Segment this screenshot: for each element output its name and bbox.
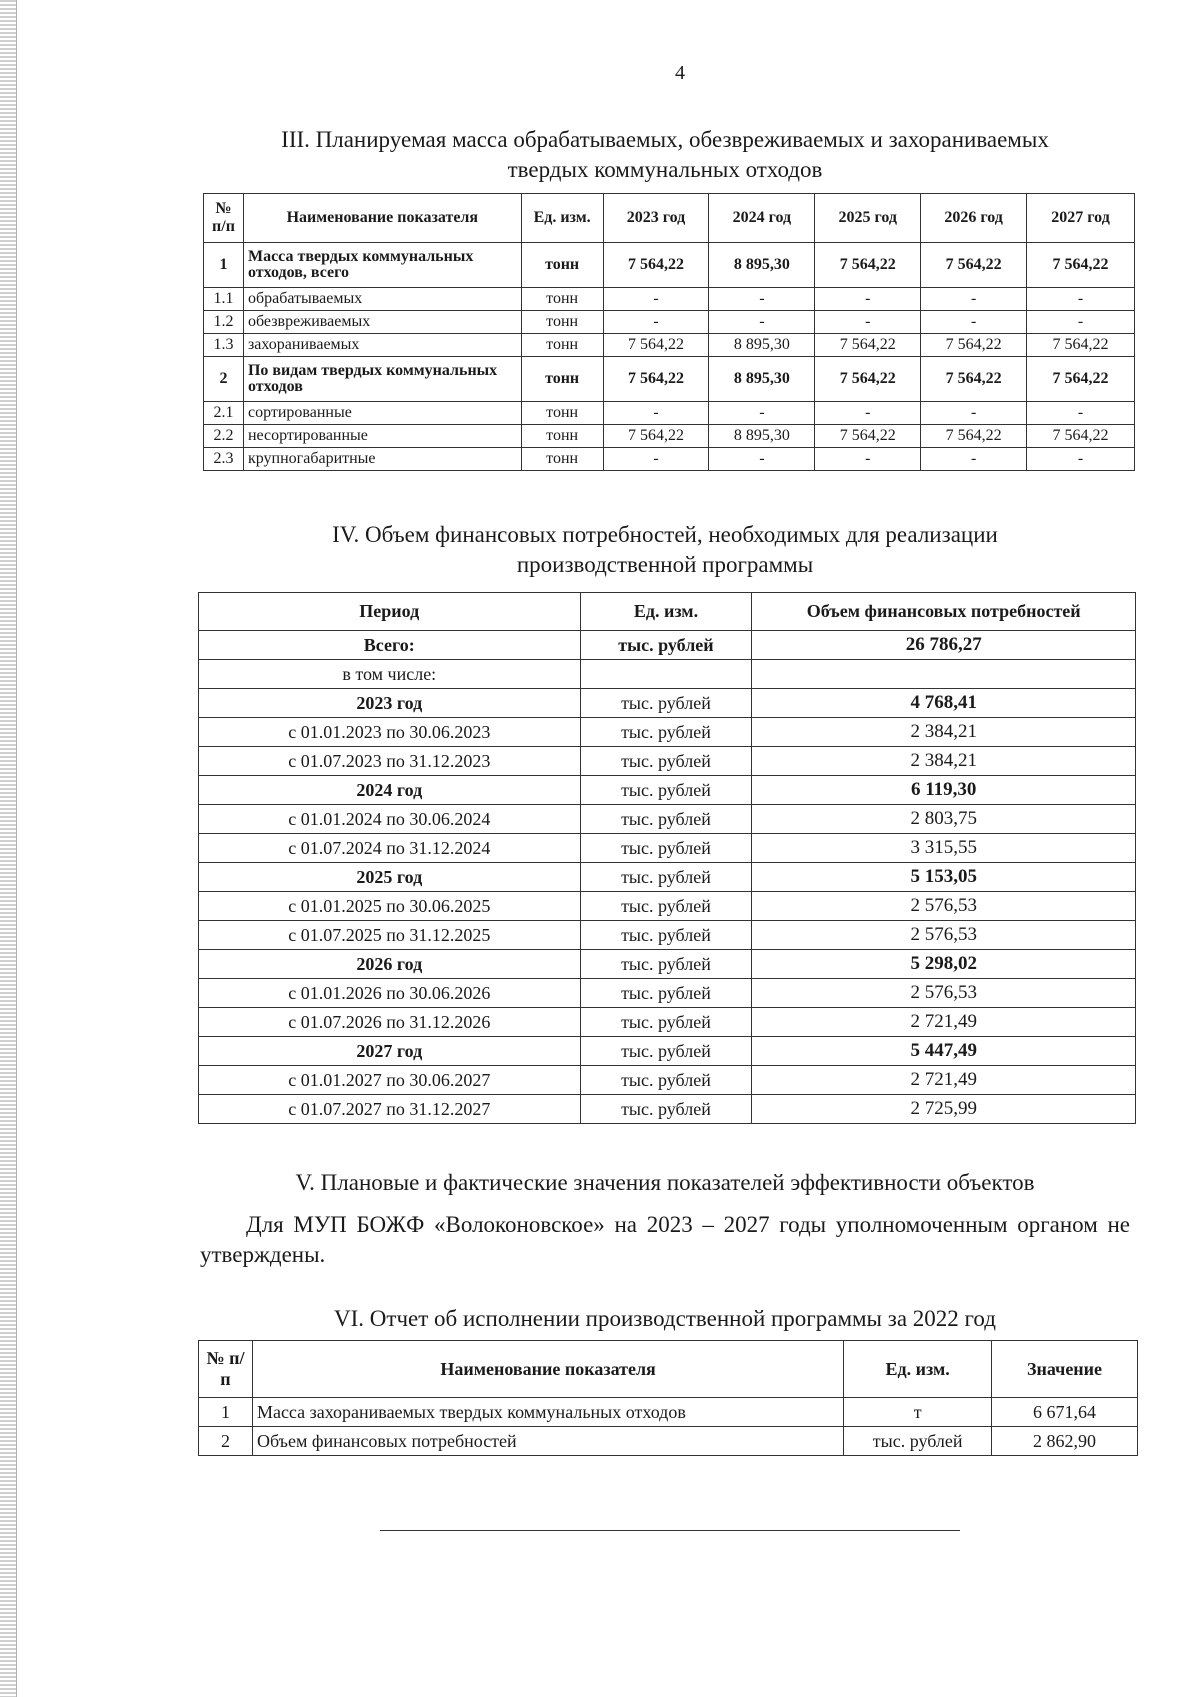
empty-cell (752, 660, 1136, 689)
header-period: Период (199, 593, 581, 631)
row-unit: тыс. рублей (580, 921, 752, 950)
scan-edge (0, 0, 16, 1697)
row-value-2025: 7 564,22 (815, 334, 921, 357)
row-unit: тыс. рублей (580, 1066, 752, 1095)
row-unit: тыс. рублей (844, 1427, 992, 1456)
row-value: 2 384,21 (752, 718, 1136, 747)
row-num: 2 (199, 1427, 253, 1456)
table-row (199, 1008, 1136, 1037)
row-period: с 01.07.2024 по 31.12.2024 (199, 834, 581, 863)
row-num: 2.3 (204, 448, 244, 471)
row-value-2026: 7 564,22 (921, 357, 1027, 402)
row-value-2026: 7 564,22 (921, 425, 1027, 448)
row-value-2026: - (921, 402, 1027, 425)
table-row (204, 311, 1135, 334)
table-row (199, 979, 1136, 1008)
row-period: с 01.01.2024 по 30.06.2024 (199, 805, 581, 834)
header-2023: 2023 год (603, 194, 709, 243)
table-row (204, 243, 1135, 288)
year-row (199, 776, 1136, 805)
row-period: с 01.01.2023 по 30.06.2023 (199, 718, 581, 747)
header-num: № п/п (204, 194, 244, 243)
row-value: 5 153,05 (752, 863, 1136, 892)
row-period: 2026 год (199, 950, 581, 979)
section-3-title (205, 125, 1125, 185)
section-6-title: VI. Отчет об исполнении производственной программы за 2022 год (334, 1306, 996, 1331)
row-value-2024: 8 895,30 (709, 357, 815, 402)
row-period: 2023 год (199, 689, 581, 718)
row-num: 2.2 (204, 425, 244, 448)
table-header-row (204, 194, 1135, 243)
row-unit: тыс. рублей (580, 834, 752, 863)
section-4-title-line1: IV. Объем финансовых потребностей, необходимых для реализации (332, 522, 998, 547)
row-value: 5 447,49 (752, 1037, 1136, 1066)
section-3-title-line2: твердых коммунальных отходов (507, 157, 823, 182)
row-period: с 01.07.2026 по 31.12.2026 (199, 1008, 581, 1037)
section-3-title-line1: III. Планируемая масса обрабатываемых, обезвреживаемых и захораниваемых (281, 127, 1049, 152)
row-value-2026: - (921, 288, 1027, 311)
table-row (199, 1066, 1136, 1095)
row-name: Масса захораниваемых твердых коммунальных отходов (252, 1398, 843, 1427)
row-value-2027: 7 564,22 (1027, 357, 1135, 402)
row-value: 5 298,02 (752, 950, 1136, 979)
total-period: Всего: (199, 631, 581, 660)
row-unit: тыс. рублей (580, 863, 752, 892)
header-name: Наименование показателя (252, 1341, 843, 1398)
row-value-2025: - (815, 448, 921, 471)
row-period: с 01.07.2025 по 31.12.2025 (199, 921, 581, 950)
row-value: 2 576,53 (752, 892, 1136, 921)
row-value-2026: 7 564,22 (921, 243, 1027, 288)
financial-needs-table (198, 592, 1136, 1124)
row-value: 3 315,55 (752, 834, 1136, 863)
row-value: 2 576,53 (752, 921, 1136, 950)
row-value-2025: 7 564,22 (815, 425, 921, 448)
year-row (199, 863, 1136, 892)
row-unit: тыс. рублей (580, 1008, 752, 1037)
row-value: 4 768,41 (752, 689, 1136, 718)
report-table (198, 1340, 1138, 1456)
row-name: обрабатываемых (243, 288, 521, 311)
row-num: 2 (204, 357, 244, 402)
year-row (199, 950, 1136, 979)
row-unit: тонн (521, 311, 603, 334)
total-value: 26 786,27 (752, 631, 1136, 660)
row-unit: тыс. рублей (580, 718, 752, 747)
row-value-2027: 7 564,22 (1027, 425, 1135, 448)
row-unit: тыс. рублей (580, 1095, 752, 1124)
closing-line (380, 1530, 960, 1531)
row-unit: тонн (521, 288, 603, 311)
row-num: 2.1 (204, 402, 244, 425)
scan-border-line (16, 0, 17, 1697)
row-value: 2 803,75 (752, 805, 1136, 834)
row-period: с 01.01.2026 по 30.06.2026 (199, 979, 581, 1008)
row-period: с 01.01.2025 по 30.06.2025 (199, 892, 581, 921)
section-4-title-line2: производственной программы (516, 552, 814, 577)
table-row (199, 1427, 1138, 1456)
row-value-2024: - (709, 288, 815, 311)
row-value-2025: - (815, 402, 921, 425)
header-2024: 2024 год (709, 194, 815, 243)
row-value-2025: 7 564,22 (815, 357, 921, 402)
row-unit: тонн (521, 243, 603, 288)
table-row (204, 357, 1135, 402)
row-unit: тонн (521, 425, 603, 448)
table-row (204, 402, 1135, 425)
row-value-2023: - (603, 448, 709, 471)
row-unit: тыс. рублей (580, 689, 752, 718)
row-value-2025: - (815, 311, 921, 334)
section-4-title (200, 520, 1130, 580)
row-value-2024: - (709, 402, 815, 425)
empty-cell (580, 660, 752, 689)
table-row (199, 921, 1136, 950)
table-row (204, 288, 1135, 311)
row-value: 2 721,49 (752, 1008, 1136, 1037)
row-unit: тыс. рублей (580, 979, 752, 1008)
row-name: Масса твердых коммунальных отходов, всего (243, 243, 521, 288)
row-value-2023: 7 564,22 (603, 357, 709, 402)
header-num: № п/п (199, 1341, 253, 1398)
row-period: 2025 год (199, 863, 581, 892)
row-value-2024: 8 895,30 (709, 243, 815, 288)
row-value: 2 721,49 (752, 1066, 1136, 1095)
header-unit: Ед. изм. (844, 1341, 992, 1398)
year-row (199, 1037, 1136, 1066)
row-name: несортированные (243, 425, 521, 448)
row-unit: тыс. рублей (580, 776, 752, 805)
row-unit: тыс. рублей (580, 747, 752, 776)
table-header-row (199, 1341, 1138, 1398)
row-value-2024: - (709, 311, 815, 334)
header-value: Значение (992, 1341, 1138, 1398)
row-value-2026: - (921, 448, 1027, 471)
table-row (199, 1398, 1138, 1427)
row-name: обезвреживаемых (243, 311, 521, 334)
table-row (199, 1095, 1136, 1124)
row-value: 2 384,21 (752, 747, 1136, 776)
row-value-2023: - (603, 288, 709, 311)
row-value-2023: - (603, 402, 709, 425)
header-2026: 2026 год (921, 194, 1027, 243)
row-value-2027: - (1027, 288, 1135, 311)
row-unit: тыс. рублей (580, 892, 752, 921)
table-row (204, 425, 1135, 448)
row-value-2027: 7 564,22 (1027, 243, 1135, 288)
table-header-row (199, 593, 1136, 631)
row-name: По видам твердых коммунальных отходов (243, 357, 521, 402)
row-value-2023: 7 564,22 (603, 243, 709, 288)
total-unit: тыс. рублей (580, 631, 752, 660)
including-label: в том числе: (199, 660, 581, 689)
header-unit: Ед. изм. (521, 194, 603, 243)
row-value-2027: - (1027, 402, 1135, 425)
header-volume: Объем финансовых потребностей (752, 593, 1136, 631)
row-num: 1.1 (204, 288, 244, 311)
table-row (204, 334, 1135, 357)
row-period: с 01.07.2023 по 31.12.2023 (199, 747, 581, 776)
row-period: 2027 год (199, 1037, 581, 1066)
table-row (199, 892, 1136, 921)
row-value: 2 862,90 (992, 1427, 1138, 1456)
row-name: Объем финансовых потребностей (252, 1427, 843, 1456)
row-value-2023: 7 564,22 (603, 334, 709, 357)
row-value-2026: 7 564,22 (921, 334, 1027, 357)
row-num: 1.3 (204, 334, 244, 357)
row-num: 1.2 (204, 311, 244, 334)
row-period: 2024 год (199, 776, 581, 805)
row-value-2027: 7 564,22 (1027, 334, 1135, 357)
header-unit: Ед. изм. (580, 593, 752, 631)
row-unit: тонн (521, 334, 603, 357)
row-value-2024: 8 895,30 (709, 334, 815, 357)
header-2025: 2025 год (815, 194, 921, 243)
row-value-2025: 7 564,22 (815, 243, 921, 288)
row-unit: тыс. рублей (580, 1037, 752, 1066)
row-name: захораниваемых (243, 334, 521, 357)
row-value-2023: 7 564,22 (603, 425, 709, 448)
total-row (199, 631, 1136, 660)
year-row (199, 689, 1136, 718)
row-unit: т (844, 1398, 992, 1427)
row-value-2027: - (1027, 448, 1135, 471)
table-row (199, 718, 1136, 747)
row-num: 1 (204, 243, 244, 288)
row-value-2026: - (921, 311, 1027, 334)
row-value-2023: - (603, 311, 709, 334)
table-row (199, 834, 1136, 863)
header-name: Наименование показателя (243, 194, 521, 243)
table-row (199, 805, 1136, 834)
section-5-title: V. Плановые и фактические значения показателей эффективности объектов (295, 1170, 1035, 1195)
table-row (204, 448, 1135, 471)
row-period: с 01.01.2027 по 30.06.2027 (199, 1066, 581, 1095)
waste-mass-table (203, 193, 1135, 471)
row-value: 2 725,99 (752, 1095, 1136, 1124)
row-period: с 01.07.2027 по 31.12.2027 (199, 1095, 581, 1124)
row-num: 1 (199, 1398, 253, 1427)
section-5-text: Для МУП БОЖФ «Волоконовское» на 2023 – 2027 годы уполномоченным органом не утверждены. (200, 1212, 1130, 1267)
row-unit: тонн (521, 448, 603, 471)
header-2027: 2027 год (1027, 194, 1135, 243)
row-value: 6 119,30 (752, 776, 1136, 805)
row-value: 6 671,64 (992, 1398, 1138, 1427)
row-value-2024: - (709, 448, 815, 471)
row-name: сортированные (243, 402, 521, 425)
row-value-2027: - (1027, 311, 1135, 334)
row-value-2025: - (815, 288, 921, 311)
page-number: 4 (675, 62, 685, 84)
row-unit: тыс. рублей (580, 805, 752, 834)
row-unit: тыс. рублей (580, 950, 752, 979)
row-unit: тонн (521, 357, 603, 402)
row-unit: тонн (521, 402, 603, 425)
including-row (199, 660, 1136, 689)
table-row (199, 747, 1136, 776)
row-name: крупногабаритные (243, 448, 521, 471)
row-value: 2 576,53 (752, 979, 1136, 1008)
row-value-2024: 8 895,30 (709, 425, 815, 448)
